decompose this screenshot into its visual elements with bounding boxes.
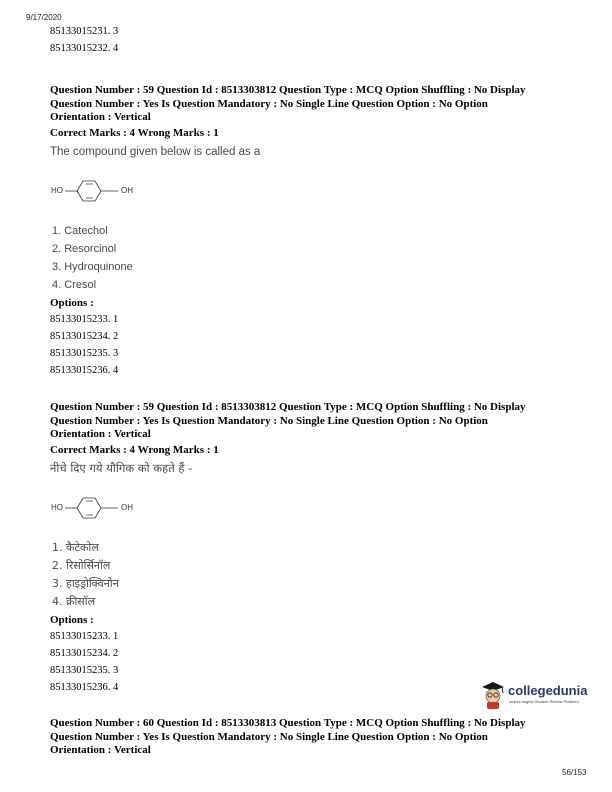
question-header-line: Orientation : Vertical: [50, 111, 151, 123]
option-line: 85133015234. 2: [50, 648, 119, 659]
benzene-ring-icon: [50, 495, 150, 525]
question-header-line: Question Number : 59 Question Id : 8513303812 Question Type : MCQ Option Shuffling : No Display: [50, 401, 526, 413]
mol-label-right: OH: [121, 503, 133, 512]
answer-choice: 1. कैटेकोल: [52, 541, 99, 554]
mascot-icon: [478, 680, 508, 710]
option-line: 85133015233. 1: [50, 314, 119, 325]
option-line: 85133015232. 4: [50, 43, 119, 54]
hydroquinone-structure: [50, 178, 150, 208]
mol-label-left: HO: [51, 503, 63, 512]
answer-choice: 2. रिसोर्सिनॉल: [52, 559, 111, 572]
hydroquinone-structure: [50, 495, 150, 525]
question-header-line: Question Number : Yes Is Question Mandatory : No Single Line Question Option : No Option: [50, 97, 488, 110]
options-label: Options :: [50, 297, 94, 309]
benzene-ring-icon: [50, 178, 150, 208]
question-header-line: Question Number : Yes Is Question Mandatory : No Single Line Question Option : No Option: [50, 414, 488, 427]
question-header-line: Question Number : Yes Is Question Mandatory : No Single Line Question Option : No Option: [50, 730, 488, 743]
answer-choice: 3. हाइड्रोक्विनोन: [52, 577, 119, 590]
question-header-line: Orientation : Vertical: [50, 744, 151, 756]
logo-name: collegedunia: [508, 683, 588, 698]
answer-choice: 3. Hydroquinone: [52, 261, 133, 273]
question-header-line: Orientation : Vertical: [50, 428, 151, 440]
mol-label-right: OH: [121, 186, 133, 195]
page-number: 56/153: [562, 768, 587, 777]
collegedunia-logo: [478, 680, 588, 710]
question-header-line: Question Number : 60 Question Id : 8513303813 Question Type : MCQ Option Shuffling : No Display: [50, 717, 526, 729]
option-line: 85133015235. 3: [50, 665, 119, 676]
option-line: 85133015235. 3: [50, 348, 119, 359]
answer-choice: 4. Cresol: [52, 279, 97, 291]
mol-label-left: HO: [51, 186, 63, 195]
option-line: 85133015236. 4: [50, 682, 119, 693]
question-header-line: Question Number : 59 Question Id : 8513303812 Question Type : MCQ Option Shuffling : No Display: [50, 84, 526, 96]
options-label: Options :: [50, 614, 94, 626]
answer-choice: 1. Catechol: [52, 225, 108, 237]
question-text: नीचे दिए गये यौगिक को कहते हैं -: [50, 461, 193, 475]
logo-tagline: India's largest Student Review Platform: [509, 699, 579, 704]
answer-choice: 4. क्रीसॉल: [52, 595, 96, 608]
answer-choice: 2. Resorcinol: [52, 243, 117, 255]
marks-line: Correct Marks : 4 Wrong Marks : 1: [50, 127, 219, 139]
print-date: 9/17/2020: [26, 13, 62, 22]
option-line: 85133015236. 4: [50, 365, 119, 376]
option-line: 85133015234. 2: [50, 331, 119, 342]
question-text: The compound given below is called as a: [50, 146, 261, 158]
marks-line: Correct Marks : 4 Wrong Marks : 1: [50, 444, 219, 456]
option-line: 85133015233. 1: [50, 631, 119, 642]
option-line: 85133015231. 3: [50, 26, 119, 37]
